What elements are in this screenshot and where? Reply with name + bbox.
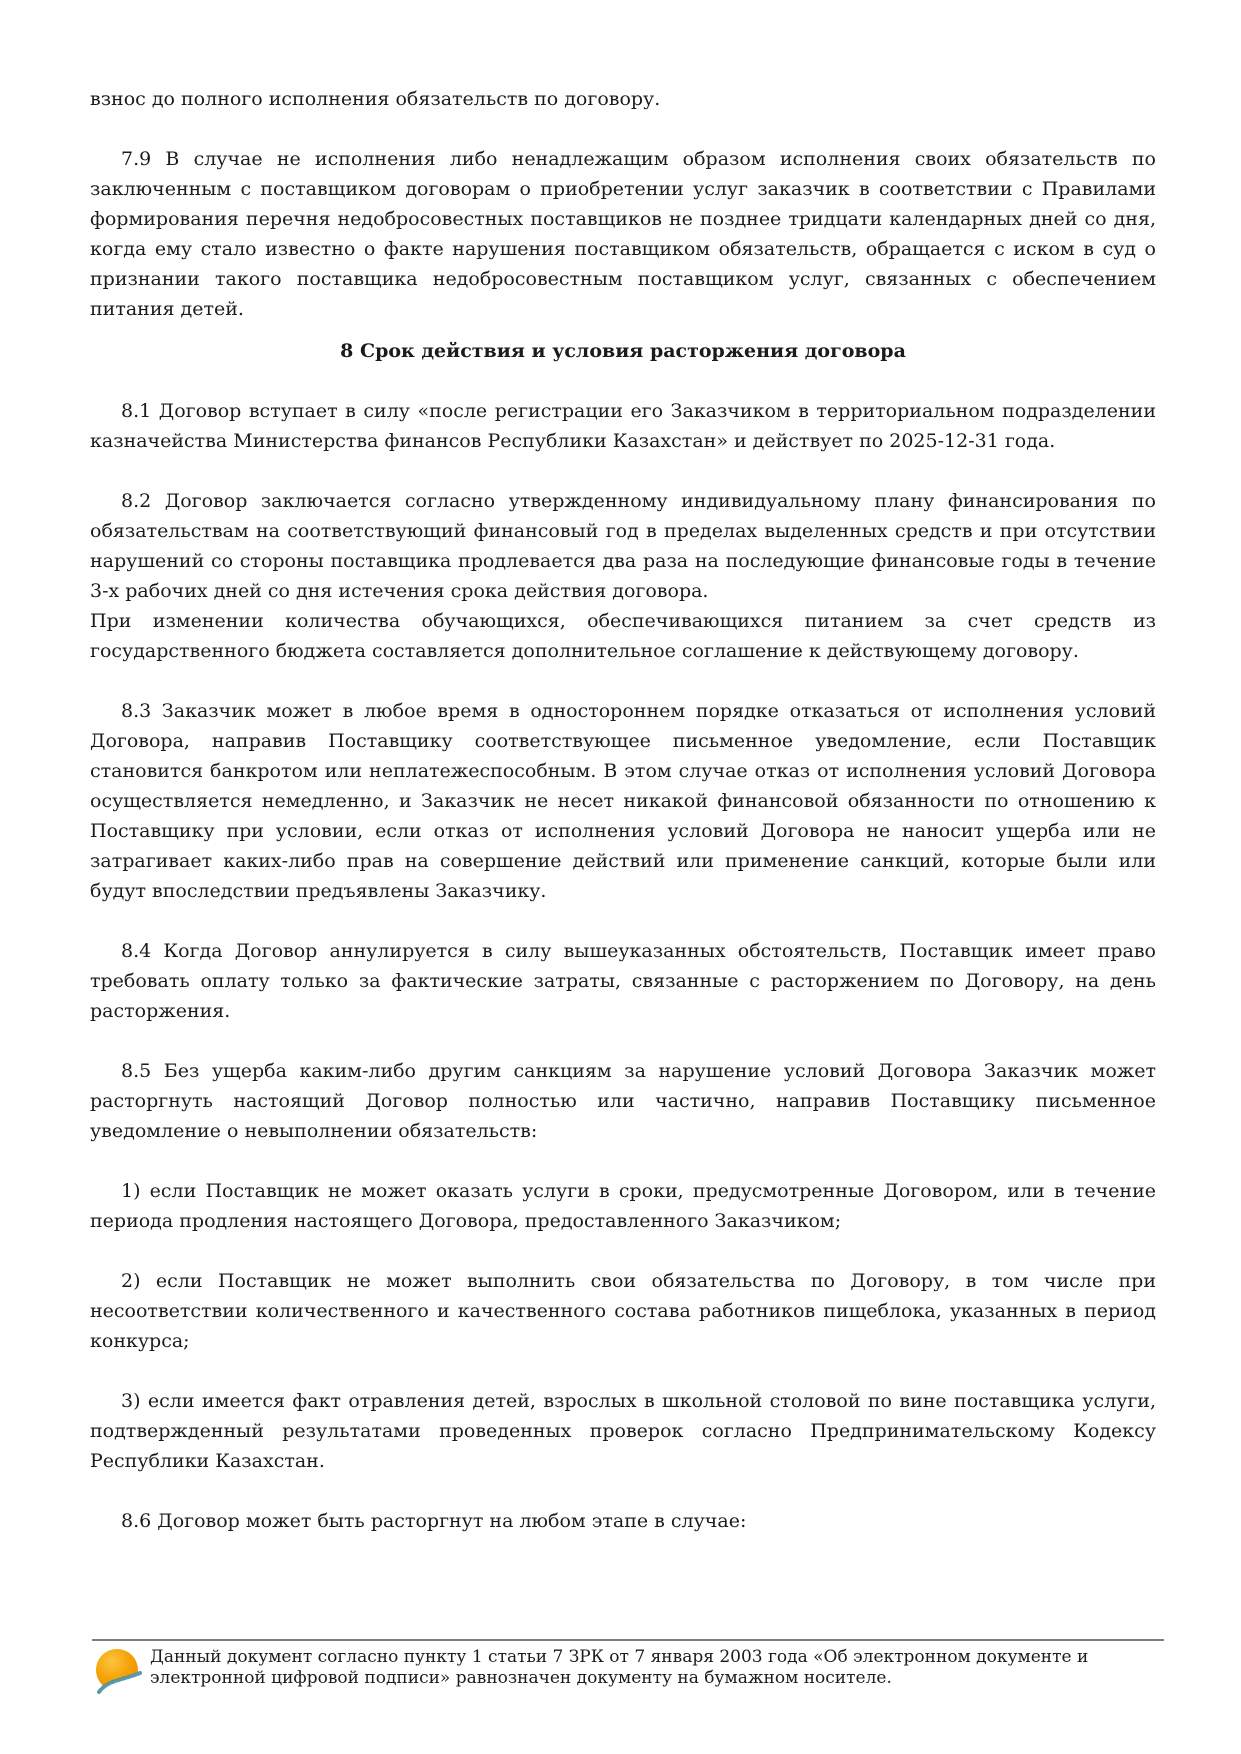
clause-paragraph-7-9: 7.9 В случае не исполнения либо ненадлежащим образом исполнения своих обязательств по заключенным с поставщиком договорам о приобретении услуг заказчик в соответствии с Правилами формирования перечня недобросовестных поставщиков не позднее тридцати календарных дней со дня, когда ему стало известно о факте нарушения поставщиком обязательств, обращается с иском в суд о признании такого поставщика недобросовестным поставщиком услуг, связанных с обеспечением питания детей. — [90, 148, 1156, 320]
clause-paragraph-8-4: 8.4 Когда Договор аннулируется в силу вышеуказанных обстоятельств, Поставщик имеет право требовать оплату только за фактические затраты, связанные с расторжением по Договору, на день расторжения. — [90, 940, 1156, 1022]
clause-list-item-3: 3) если имеется факт отравления детей, взрослых в школьной столовой по вине поставщика услуги, подтвержденный результатами проведенных проверок согласно Предпринимательскому Кодексу Республики Казахстан. — [90, 1390, 1156, 1472]
document-text-block — [90, 84, 1156, 1536]
clause-paragraph-8-3: 8.3 Заказчик может в любое время в одностороннем порядке отказаться от исполнения условий Договора, направив Поставщику соответствующее письменное уведомление, если Поставщик становится банкротом или неплатежеспособным. В этом случае отказ от исполнения условий Договора осуществляется немедленно, и Заказчик не несет никакой финансовой обязанности по отношению к Поставщику при условии, если отказ от исполнения условий Договора не наносит ущерба или не затрагивает каких-либо прав на совершение действий или применение санкций, которые были или будут впоследствии предъявлены Заказчику. — [90, 700, 1156, 902]
clause-paragraph-8-5: 8.5 Без ущерба каким-либо другим санкциям за нарушение условий Договора Заказчик может расторгнуть настоящий Договор полностью или частично, направив Поставщику письменное уведомление о невыполнении обязательств: — [90, 1060, 1156, 1142]
clause-list-item-2: 2) если Поставщик не может выполнить свои обязательства по Договору, в том числе при несоответствии количественного и качественного состава работников пищеблока, указанных в период конкурса; — [90, 1270, 1156, 1352]
clause-paragraph-8-2: 8.2 Договор заключается согласно утвержденному индивидуальному плану финансирования по обязательствам на соответствующий финансовый год в пределах выделенных средств и при отсутствии нарушений со стороны поставщика продлевается два раза на последующие финансовые годы в течение 3-х рабочих дней со дня истечения срока действия договора. — [90, 490, 1156, 602]
clause-list-item-1: 1) если Поставщик не может оказать услуги в сроки, предусмотренные Договором, или в течение периода продления настоящего Договора, предоставленного Заказчиком; — [90, 1180, 1156, 1232]
clause-paragraph-8-1: 8.1 Договор вступает в силу «после регистрации его Заказчиком в территориальном подразделении казначейства Министерства финансов Республики Казахстан» и действует по 2025-12-31 года. — [90, 400, 1156, 452]
footer-legal-note: Данный документ согласно пункту 1 статьи 7 ЗРК от 7 января 2003 года «Об электронном документе и электронной цифровой подписи» равнозначен документу на бумажном носителе. — [150, 1647, 1089, 1688]
clause-continuation-line: взнос до полного исполнения обязательств по договору. — [90, 88, 661, 110]
clause-paragraph-8-6: 8.6 Договор может быть расторгнут на любом этапе в случае: — [121, 1510, 747, 1532]
goszakup-logo-icon — [94, 1648, 142, 1696]
clause-paragraph-8-2-note: При изменении количества обучающихся, обеспечивающихся питанием за счет средств из государственного бюджета составляется дополнительное соглашение к действующему договору. — [90, 610, 1156, 662]
section-8-heading: 8 Срок действия и условия расторжения договора — [340, 340, 906, 362]
footer-divider — [92, 1639, 1164, 1641]
